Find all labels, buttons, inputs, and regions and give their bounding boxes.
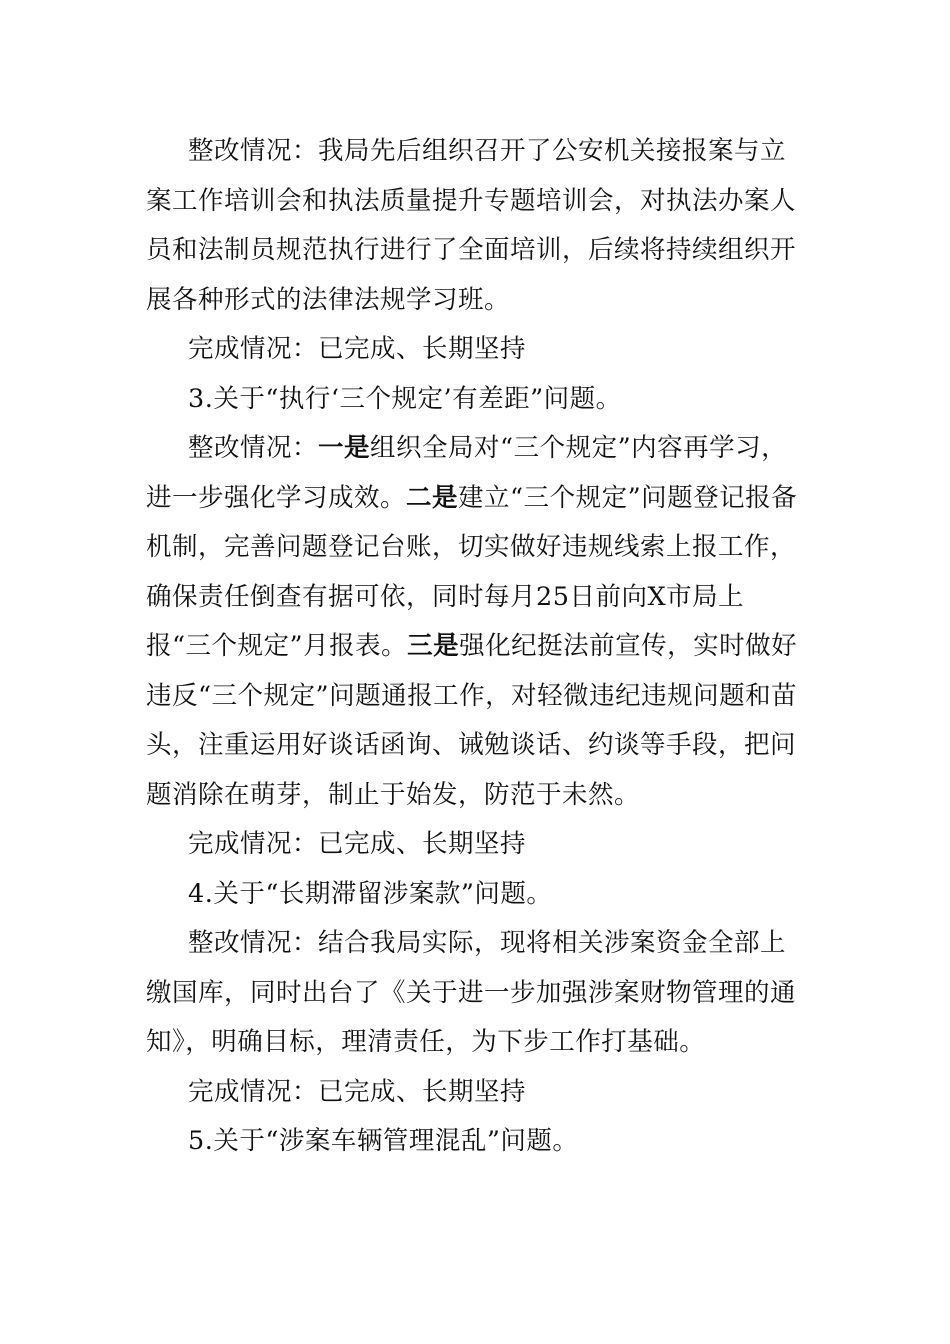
bold-marker-first: 一是 (318, 433, 371, 463)
paragraph-text: 强化纪挺法前宣传，实时做好违反“三个规定”问题通报工作，对轻微违纪违规问题和苗头，注重运用好谈话函询、诫勉谈话、约谈等手段，把问题消除在萌芽，制止于始发，防范于未然。 (146, 631, 798, 810)
paragraph-line: 工作培训会和执法质量提升专题培训会，对执法办案人员 (146, 185, 797, 265)
rectification-paragraph-funds: 整改情况：结合我局实际，现将相关涉案资金全部上缴国库，同时出台了《关于进一步加强涉案财物管理的通知》，明确目标，理清责任，为下步工作打基础。 (146, 928, 797, 1057)
rectification-paragraph-three-rules (146, 424, 806, 820)
paragraph-line: 整改情况：我局先后组织召开了公安机关接报案与立案 (146, 136, 787, 216)
issue-heading-3: 3.关于“执行‘三个规定’有差距”问题。 (188, 383, 622, 414)
issue-heading-5: 5.关于“涉案车辆管理混乱”问题。 (188, 1126, 579, 1156)
completion-status: 完成情况：已完成、长期坚持 (188, 1076, 527, 1107)
paragraph-line: 和法制员规范执行进行了全面培训，后续将持续组织开展 (146, 235, 797, 315)
completion-status: 完成情况：已完成、长期坚持 (188, 829, 527, 859)
bold-marker-second: 二是 (406, 482, 459, 513)
paragraph-text: 整改情况： (188, 433, 319, 463)
rectification-paragraph-training (146, 127, 806, 325)
paragraph-line: 各种形式的法律法规学习班。 (172, 284, 511, 315)
paragraph-text: 组织全局对“三个规定”内容再学习，进一步强化学习成效。 (146, 433, 788, 513)
document-body (146, 127, 806, 1167)
issue-heading-4: 4.关于“长期滞留涉案款”问题。 (188, 878, 553, 909)
paragraph-text: 建立“三个规定”问题登记报备机制，完善问题登记台账，切实做好违规线索上报工作，确保责任倒查有据可依，同时每月25日前向X市局上报“三个规定”月报表。 (146, 482, 798, 661)
completion-status: 完成情况：已完成、长期坚持 (188, 334, 527, 364)
bold-marker-third: 三是 (407, 631, 460, 661)
